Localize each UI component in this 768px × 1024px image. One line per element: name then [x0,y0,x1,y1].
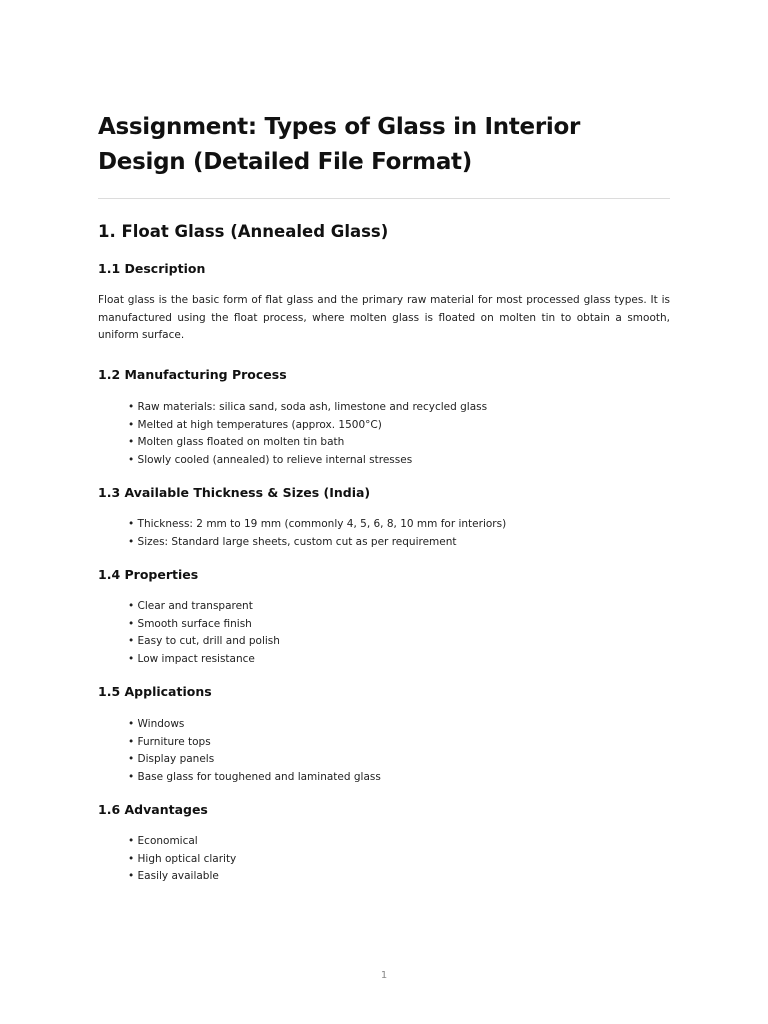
list-item: • Display panels [128,753,215,765]
page-number: 1 [380,970,388,981]
list-item: • Base glass for toughened and laminated glass [128,770,381,783]
subheading-advantages: 1.6 Advantages [98,802,208,817]
list-item: • Slowly cooled (annealed) to relieve internal stresses [128,453,413,466]
subheading-properties: 1.4 Properties [98,567,199,582]
list-item: • Easily available [128,870,219,882]
list-item: • Sizes: Standard large sheets, custom cut as per requirement [128,535,457,548]
advantages-list [128,833,236,886]
subheading-applications: 1.5 Applications [98,684,212,699]
document-title: Assignment: Types of Glass in Interior Design (Detailed File Format) [98,114,580,175]
description-paragraph: Float glass is the basic form of flat glass and the primary raw material for most processed glass types. It is manufactured using the float process, where molten glass is floated on molten tin to obtain a smooth, uniform surface. [98,294,670,342]
properties-list [128,598,280,668]
thickness-sizes-list [128,516,506,551]
list-item: • Low impact resistance [128,652,255,665]
manufacturing-process-list [128,399,487,469]
subheading-description: 1.1 Description [98,261,206,276]
list-item: • Easy to cut, drill and polish [128,635,280,647]
list-item: • High optical clarity [128,852,237,865]
applications-list [128,716,381,786]
list-item: • Economical [128,835,198,847]
subheading-thickness-sizes: 1.3 Available Thickness & Sizes (India) [98,485,371,500]
list-item: • Clear and transparent [128,600,253,612]
list-item: • Molten glass floated on molten tin bath [128,436,345,448]
section-heading-float-glass: 1. Float Glass (Annealed Glass) [98,222,389,241]
list-item: • Furniture tops [128,735,211,748]
list-item: • Thickness: 2 mm to 19 mm (commonly 4, 5, 6, 8, 10 mm for interiors) [128,518,507,530]
subheading-manufacturing-process: 1.2 Manufacturing Process [98,367,287,382]
list-item: • Smooth surface finish [128,617,252,630]
list-item: • Melted at high temperatures (approx. 1500°C) [128,418,382,431]
list-item: • Windows [128,718,185,730]
title-divider [98,198,670,199]
list-item: • Raw materials: silica sand, soda ash, limestone and recycled glass [128,401,488,413]
